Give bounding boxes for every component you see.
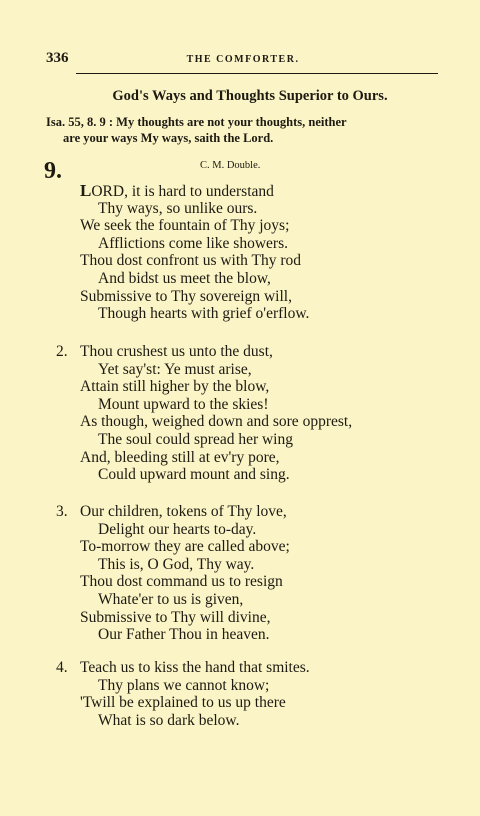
stanza-line: Our Father Thou in heaven.: [98, 626, 270, 644]
stanza-line: Whate'er to us is given,: [98, 590, 244, 608]
scripture-reference: [46, 115, 446, 146]
running-title: THE COMFORTER.: [186, 54, 300, 65]
drop-cap: L: [80, 181, 92, 200]
hymn-number: 9.: [44, 158, 62, 184]
page-number: 336: [46, 50, 69, 66]
stanza-number: 4.: [56, 659, 68, 676]
stanza-2: [56, 343, 446, 484]
stanza-line: Thy plans we cannot know;: [98, 676, 270, 694]
stanza-number: 2.: [56, 343, 68, 360]
stanza-line-text: Thou crushest us unto the dust,: [80, 343, 273, 360]
stanza-line-text: ORD, it is hard to understand: [91, 183, 274, 200]
stanza-line-text: Teach us to kiss the hand that smites.: [80, 659, 310, 676]
stanza-line: [56, 343, 446, 361]
scripture-line-1: Isa. 55, 8. 9 : My thoughts are not your thoughts, neither: [46, 115, 347, 129]
stanza-line: And bidst us meet the blow,: [98, 269, 271, 287]
header-rule: [76, 73, 438, 74]
stanza-number: 3.: [56, 503, 68, 520]
stanza-line: Though hearts with grief o'erflow.: [98, 305, 310, 323]
stanza-line: Afflictions come like showers.: [98, 234, 288, 252]
stanza-line: What is so dark below.: [98, 711, 240, 729]
stanza-line-text: Our children, tokens of Thy love,: [80, 503, 287, 520]
stanza-line: [56, 503, 446, 521]
stanza-3: [56, 503, 446, 644]
stanza-line: 'Twill be explained to us up there: [80, 694, 286, 712]
page-header: [46, 50, 440, 70]
stanza-line: [56, 182, 446, 200]
stanza-line: Thy ways, so unlike ours.: [98, 199, 258, 217]
stanza-line: Yet say'st: Ye must arise,: [98, 360, 252, 378]
stanza-line: To-morrow they are called above;: [80, 538, 290, 556]
stanza-line: We seek the fountain of Thy joys;: [80, 217, 290, 235]
scripture-line-2: are your ways My ways, saith the Lord.: [63, 130, 274, 145]
stanza-1: [56, 182, 446, 323]
stanza-line: And, bleeding still at ev'ry pore,: [80, 448, 280, 466]
stanza-line: As though, weighed down and sore opprest,: [80, 413, 353, 431]
stanza-line: Submissive to Thy will divine,: [80, 608, 271, 626]
stanza-4: [56, 659, 446, 729]
stanza-line: Mount upward to the skies!: [98, 395, 269, 413]
stanza-line: Attain still higher by the blow,: [80, 378, 270, 396]
stanza-line: Thou dost command us to resign: [80, 573, 283, 591]
hymn-title: God's Ways and Thoughts Superior to Ours.: [112, 88, 388, 104]
stanza-line: This is, O God, Thy way.: [98, 555, 255, 573]
stanza-line: [56, 659, 446, 677]
hymn-meter: C. M. Double.: [200, 160, 261, 171]
stanza-line: Could upward mount and sing.: [98, 466, 290, 484]
stanza-line: Submissive to Thy sovereign will,: [80, 287, 292, 305]
stanza-line: Thou dost confront us with Thy rod: [80, 252, 302, 270]
stanza-line: Delight our hearts to-day.: [98, 520, 257, 538]
stanza-line: The soul could spread her wing: [98, 430, 293, 448]
